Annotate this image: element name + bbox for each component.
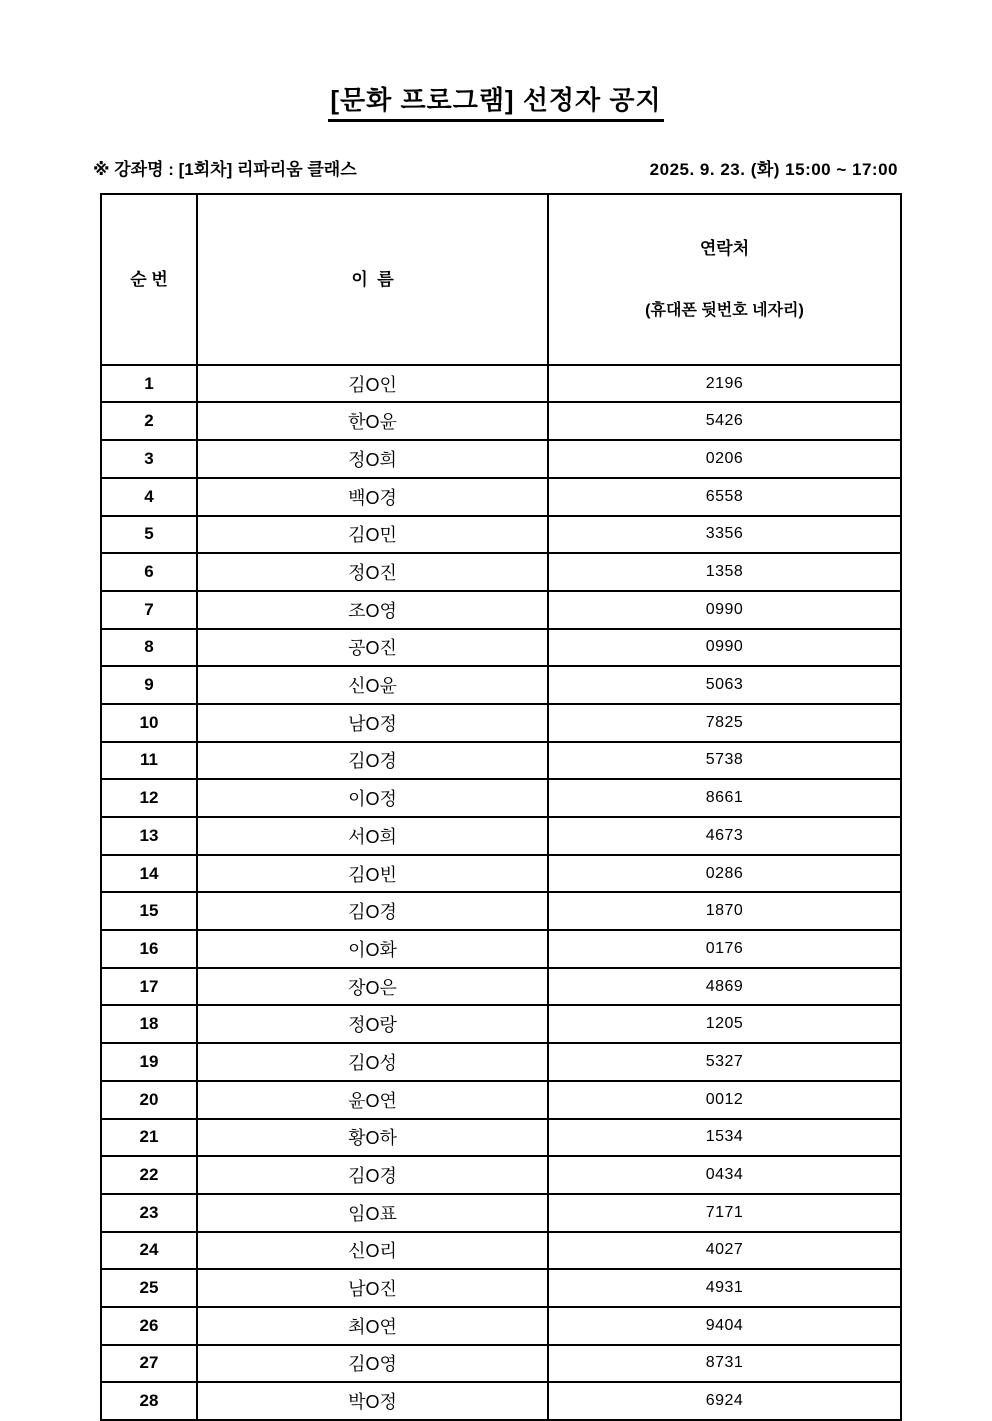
row-number-cell: 28: [101, 1382, 197, 1420]
table-row: [101, 704, 901, 742]
contact-cell: 5426: [548, 402, 901, 440]
contact-cell: 2196: [548, 365, 901, 403]
table-row: [101, 440, 901, 478]
table-row: [101, 1005, 901, 1043]
name-cell: 최O연: [197, 1307, 548, 1345]
header-contact-subtitle: (휴대폰 뒷번호 네자리): [645, 302, 804, 320]
table-row: [101, 1232, 901, 1270]
name-cell: 김O민: [197, 516, 548, 554]
contact-cell: 6558: [548, 478, 901, 516]
row-number-cell: 21: [101, 1119, 197, 1157]
contact-cell: 0990: [548, 591, 901, 629]
name-cell: 한O윤: [197, 402, 548, 440]
name-cell: 김O인: [197, 365, 548, 403]
table-row: [101, 817, 901, 855]
contact-cell: 0286: [548, 855, 901, 893]
row-number-cell: 6: [101, 553, 197, 591]
course-info-row: [93, 155, 898, 180]
table-row: [101, 365, 901, 403]
table-row: [101, 402, 901, 440]
contact-cell: 4931: [548, 1269, 901, 1307]
row-number-cell: 2: [101, 402, 197, 440]
name-cell: 임O표: [197, 1194, 548, 1232]
contact-cell: 9404: [548, 1307, 901, 1345]
table-row: [101, 855, 901, 893]
contact-cell: 0206: [548, 440, 901, 478]
row-number-cell: 15: [101, 892, 197, 930]
contact-cell: 1534: [548, 1119, 901, 1157]
name-cell: 신O리: [197, 1232, 548, 1270]
contact-cell: 1205: [548, 1005, 901, 1043]
contact-cell: 5738: [548, 742, 901, 780]
header-contact-title: 연락처: [699, 238, 750, 258]
contact-cell: 0176: [548, 930, 901, 968]
row-number-cell: 10: [101, 704, 197, 742]
table-row: [101, 1156, 901, 1194]
name-cell: 신O윤: [197, 666, 548, 704]
row-number-cell: 14: [101, 855, 197, 893]
header-cell-no: 순 번: [101, 194, 197, 365]
row-number-cell: 27: [101, 1345, 197, 1383]
table-row: [101, 892, 901, 930]
contact-cell: 5327: [548, 1043, 901, 1081]
table-row: [101, 779, 901, 817]
contact-cell: 4673: [548, 817, 901, 855]
row-number-cell: 23: [101, 1194, 197, 1232]
name-cell: 이O정: [197, 779, 548, 817]
contact-cell: 4027: [548, 1232, 901, 1270]
name-cell: 정O진: [197, 553, 548, 591]
header-cell-name: 이 름: [197, 194, 548, 365]
name-cell: 김O경: [197, 892, 548, 930]
roster-table: [100, 193, 902, 1421]
name-cell: 정O희: [197, 440, 548, 478]
contact-cell: 3356: [548, 516, 901, 554]
row-number-cell: 20: [101, 1081, 197, 1119]
contact-cell: 0012: [548, 1081, 901, 1119]
name-cell: 이O화: [197, 930, 548, 968]
table-row: [101, 930, 901, 968]
row-number-cell: 12: [101, 779, 197, 817]
contact-cell: 0434: [548, 1156, 901, 1194]
table-row: [101, 1119, 901, 1157]
name-cell: 김O경: [197, 742, 548, 780]
name-cell: 서O희: [197, 817, 548, 855]
row-number-cell: 1: [101, 365, 197, 403]
table-row: [101, 1043, 901, 1081]
table-row: [101, 478, 901, 516]
row-number-cell: 13: [101, 817, 197, 855]
row-number-cell: 26: [101, 1307, 197, 1345]
row-number-cell: 11: [101, 742, 197, 780]
name-cell: 정O랑: [197, 1005, 548, 1043]
name-cell: 공O진: [197, 629, 548, 667]
header-row: [101, 194, 901, 365]
roster-table-body: [101, 365, 901, 1420]
name-cell: 김O성: [197, 1043, 548, 1081]
row-number-cell: 24: [101, 1232, 197, 1270]
row-number-cell: 16: [101, 930, 197, 968]
table-row: [101, 629, 901, 667]
name-cell: 남O진: [197, 1269, 548, 1307]
contact-cell: 0990: [548, 629, 901, 667]
row-number-cell: 19: [101, 1043, 197, 1081]
name-cell: 백O경: [197, 478, 548, 516]
contact-cell: 7171: [548, 1194, 901, 1232]
course-name-label: ※ 강좌명 : [1회차] 리파리움 클래스: [93, 160, 357, 179]
row-number-cell: 25: [101, 1269, 197, 1307]
name-cell: 조O영: [197, 591, 548, 629]
name-cell: 남O정: [197, 704, 548, 742]
table-row: [101, 1081, 901, 1119]
contact-cell: 4869: [548, 968, 901, 1006]
table-row: [101, 516, 901, 554]
header-cell-contact: [548, 194, 901, 365]
roster-table-head: [101, 194, 901, 365]
contact-cell: 7825: [548, 704, 901, 742]
table-row: [101, 742, 901, 780]
table-row: [101, 1194, 901, 1232]
contact-cell: 6924: [548, 1382, 901, 1420]
table-row: [101, 1307, 901, 1345]
table-row: [101, 666, 901, 704]
contact-cell: 8661: [548, 779, 901, 817]
schedule-label: 2025. 9. 23. (화) 15:00 ~ 17:00: [649, 160, 898, 179]
name-cell: 장O은: [197, 968, 548, 1006]
contact-cell: 5063: [548, 666, 901, 704]
name-cell: 윤O연: [197, 1081, 548, 1119]
table-row: [101, 1345, 901, 1383]
contact-cell: 1870: [548, 892, 901, 930]
row-number-cell: 4: [101, 478, 197, 516]
name-cell: 김O경: [197, 1156, 548, 1194]
row-number-cell: 9: [101, 666, 197, 704]
name-cell: 김O영: [197, 1345, 548, 1383]
row-number-cell: 22: [101, 1156, 197, 1194]
page-title: [문화 프로그램] 선정자 공지: [328, 80, 663, 122]
table-row: [101, 1382, 901, 1420]
name-cell: 김O빈: [197, 855, 548, 893]
table-row: [101, 553, 901, 591]
page-title-wrap: [0, 0, 992, 122]
row-number-cell: 3: [101, 440, 197, 478]
row-number-cell: 17: [101, 968, 197, 1006]
name-cell: 황O하: [197, 1119, 548, 1157]
row-number-cell: 18: [101, 1005, 197, 1043]
name-cell: 박O정: [197, 1382, 548, 1420]
row-number-cell: 5: [101, 516, 197, 554]
row-number-cell: 7: [101, 591, 197, 629]
row-number-cell: 8: [101, 629, 197, 667]
table-row: [101, 591, 901, 629]
contact-cell: 1358: [548, 553, 901, 591]
table-row: [101, 968, 901, 1006]
contact-cell: 8731: [548, 1345, 901, 1383]
table-row: [101, 1269, 901, 1307]
